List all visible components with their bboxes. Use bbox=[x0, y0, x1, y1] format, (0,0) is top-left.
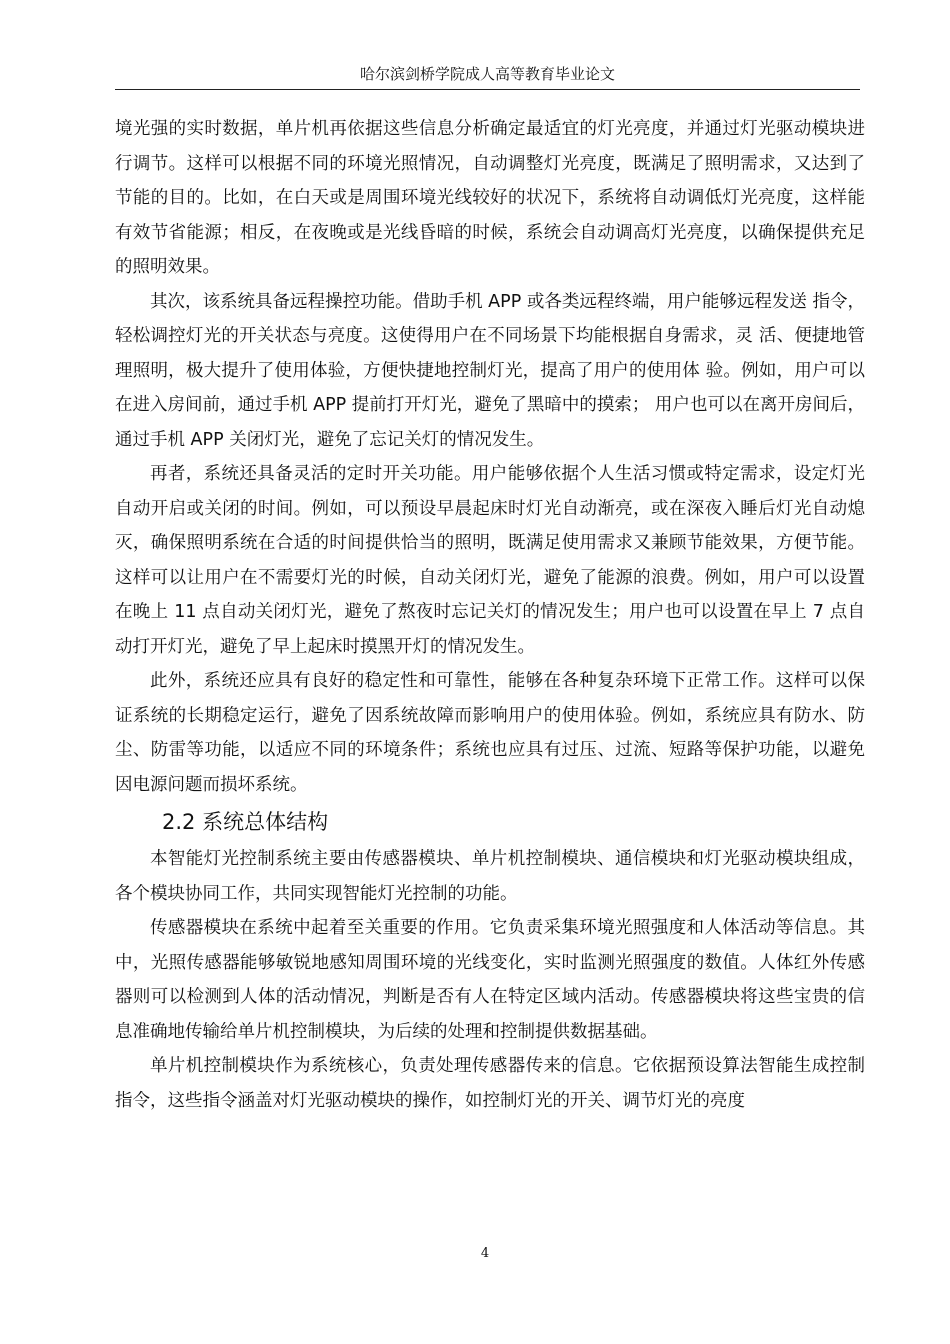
body-text bbox=[115, 112, 865, 1118]
header-rule bbox=[115, 89, 860, 90]
page-number: 4 bbox=[480, 1246, 490, 1261]
paragraph-reliability: 此外，系统还应具有良好的稳定性和可靠性，能够在各种复杂环境下正常工作。这样可以保证系统的长期稳定运行，避免了因系统故障而影响用户的使用体验。例如，系统应具有防水、防尘、防雷等功能，以适应不同的环境条件；系统也应具有过压、过流、短路等保护功能，以避免因电源问题而损坏系统。 bbox=[115, 671, 865, 795]
paragraph-continuation: 境光强的实时数据，单片机再依据这些信息分析确定最适宜的灯光亮度，并通过灯光驱动模块进行调节。这样可以根据不同的环境光照情况，自动调整灯光亮度，既满足了照明需求，又达到了节能的目的。比如，在白天或是周围环境光线较好的状况下，系统将自动调低灯光亮度，这样能有效节省能源；相反，在夜晚或是光线昏暗的时候，系统会自动调高灯光亮度，以确保提供充足的照明效果。 bbox=[115, 119, 865, 277]
paragraph-system-overview: 本智能灯光控制系统主要由传感器模块、单片机控制模块、通信模块和灯光驱动模块组成，各个模块协同工作，共同实现智能灯光控制的功能。 bbox=[115, 849, 865, 904]
section-heading: 2.2 系统总体结构 bbox=[162, 810, 329, 834]
paragraph-timer: 再者，系统还具备灵活的定时开关功能。用户能够依据个人生活习惯或特定需求，设定灯光自动开启或关闭的时间。例如，可以预设早晨起床时灯光自动渐亮，或在深夜入睡后灯光自动熄灭，确保照明系统在合适的时间提供恰当的照明，既满足使用需求又兼顾节能效果，方便节能。这样可以让用户在不需要灯光的时候，自动关闭灯光，避免了能源的浪费。例如，用户可以设置在晚上 11 点自动关闭灯光，避免了熬夜时忘记关灯的情况发生；用户也可以设置在早上 7 点自动打开灯光，避免了早上起床时摸黑开灯的情况发生。 bbox=[115, 464, 865, 657]
paragraph-remote-control: 其次，该系统具备远程操控功能。借助手机 APP 或各类远程终端，用户能够远程发送 指令，轻松调控灯光的开关状态与亮度。这使得用户在不同场景下均能根据自身需求，灵 活、便捷地管理照明，极大提升了使用体验，方便快捷地控制灯光，提高了用户的使用体 验。例如，用户可以在进入房间前，通过手机 APP 提前打开灯光，避免了黑暗中的摸索； 用户也可以在离开房间后，通过手机 APP 关闭灯光，避免了忘记关灯的情况发生。 bbox=[115, 291, 865, 450]
paragraph-mcu-module: 单片机控制模块作为系统核心，负责处理传感器传来的信息。它依据预设算法智能生成控制指令，这些指令涵盖对灯光驱动模块的操作，如控制灯光的开关、调节灯光的亮度 bbox=[115, 1056, 865, 1111]
paragraph-sensor-module: 传感器模块在系统中起着至关重要的作用。它负责采集环境光照强度和人体活动等信息。其中，光照传感器能够敏锐地感知周围环境的光线变化，实时监测光照强度的数值。人体红外传感器则可以检测到人体的活动情况，判断是否有人在特定区域内活动。传感器模块将这些宝贵的信息准确地传输给单片机控制模块，为后续的处理和控制提供数据基础。 bbox=[115, 918, 865, 1042]
running-header: 哈尔滨剑桥学院成人高等教育毕业论文 bbox=[359, 65, 615, 83]
